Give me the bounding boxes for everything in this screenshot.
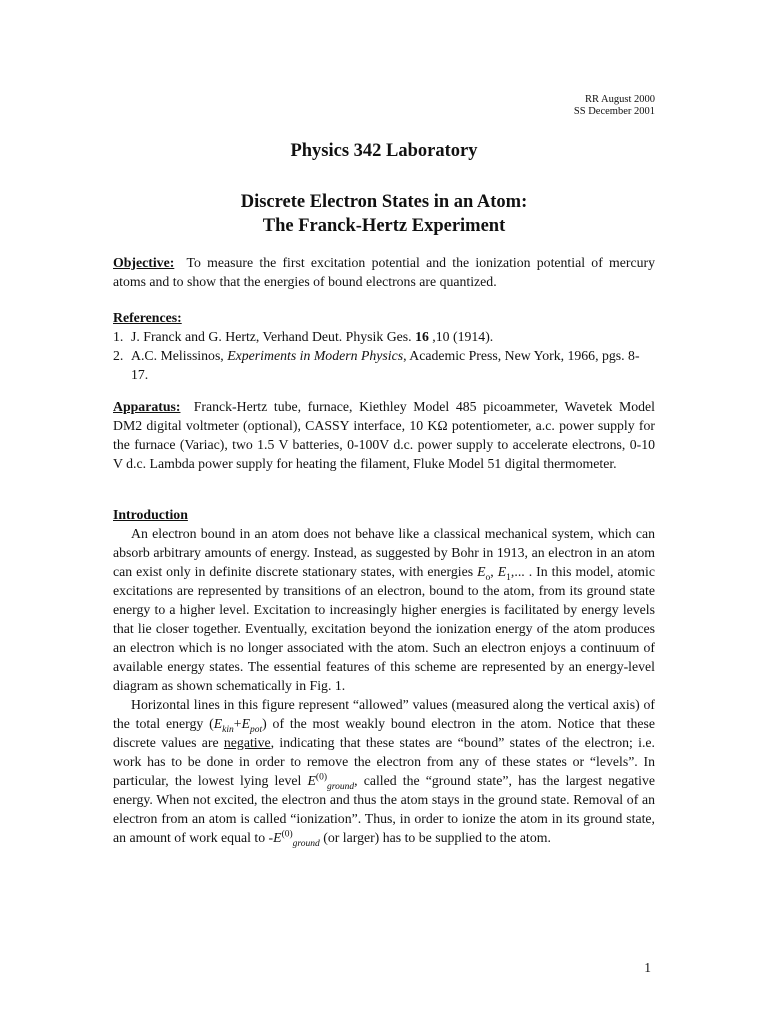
paragraph-text: , called the “ground state”, has the largest negative energy. When not excited, the electron and thus the atom stays in the ground state. Removal of an electron from an atom is called “ionization”. Thus, in order to ionize the atom in its ground state, an amount of work equal to - bbox=[113, 773, 655, 845]
introduction-paragraph-1 bbox=[113, 524, 655, 695]
paragraph-text: Horizontal lines in this figure represent “allowed” values (measured along the vertical axis) of the total energy ( bbox=[113, 697, 655, 731]
paper-title-line-2: The Franck-Hertz Experiment bbox=[262, 216, 506, 236]
reference-volume: 16 bbox=[415, 329, 429, 344]
references-label: References: bbox=[113, 310, 182, 325]
reference-text: A.C. Melissinos, bbox=[131, 348, 228, 363]
energy-symbol: E bbox=[307, 773, 316, 788]
energy-subscript: o bbox=[485, 572, 491, 583]
energy-symbol: E bbox=[213, 716, 223, 731]
paper-title-line-1: Discrete Electron States in an Atom: bbox=[240, 192, 528, 212]
apparatus-label: Apparatus: bbox=[113, 399, 181, 414]
paragraph-text: , indicating that these states are “bound” states of the electron; i.e. work has to be done in order to remove the electron from any of these states or “levels”. In particular, the lowest lying level bbox=[113, 735, 655, 788]
reference-text-end: , Academic Press, New York, 1966, pgs. 8-17. bbox=[131, 348, 640, 382]
paragraph-text: ,... . In this model, atomic excitations are represented by transitions of an electron, bound to the atom, from its ground state energy to a higher level. Excitation to increasingly higher energies is facilitated by energy levels that lie closer together. Eventually, excitation beyond the ionization energy of the atom produces an electron which is no longer associated with the atom. Such an electron enjoys a continuum of available energy states. The essential features of this scheme are represented by an energy-level diagram as shown schematically in Fig. 1. bbox=[113, 564, 655, 693]
energy-superscript: (0) bbox=[281, 829, 293, 840]
references-section bbox=[113, 308, 655, 384]
page-number: 1 bbox=[644, 960, 651, 975]
energy-subscript: ground bbox=[327, 781, 355, 792]
reference-text: J. Franck and G. Hertz, Verhand Deut. Physik Ges. bbox=[131, 329, 416, 344]
course-title: Physics 342 Laboratory bbox=[290, 141, 478, 161]
apparatus-text: Franck-Hertz tube, furnace, Kiethley Model 485 picoammeter, Wavetek Model DM2 digital voltmeter (optional), CASSY interface, 10 KΩ potentiometer, a.c. power supply for the furnace (Variac), two 1.5 V batteries, 0-100V d.c. power supply to accelerate electrons, 0-10 V d.c. Lambda power supply for heating the filament, Fluke Model 51 digital thermometer. bbox=[113, 399, 655, 471]
paragraph-text: ) of the most weakly bound electron in the atom. Notice that these discrete values are bbox=[113, 716, 655, 750]
objective-label: Objective: bbox=[113, 255, 175, 270]
paragraph-text: , bbox=[490, 564, 494, 579]
reference-item bbox=[113, 327, 655, 346]
reference-text-end: ,10 (1914). bbox=[428, 329, 494, 344]
paragraph-text: + bbox=[233, 716, 242, 731]
revision-line-1: RR August 2000 bbox=[584, 94, 655, 105]
revision-note bbox=[574, 94, 655, 118]
introduction-label: Introduction bbox=[113, 507, 188, 522]
apparatus-section bbox=[113, 397, 655, 473]
emphasized-word: negative bbox=[223, 735, 271, 750]
paper-title bbox=[0, 190, 768, 238]
energy-subscript: kin bbox=[222, 724, 234, 735]
references-list bbox=[113, 327, 655, 384]
reference-number: 1. bbox=[113, 329, 124, 344]
energy-symbol: E bbox=[477, 564, 486, 579]
energy-symbol: E bbox=[241, 716, 250, 731]
energy-subscript: pot bbox=[250, 724, 263, 735]
objective-section bbox=[113, 253, 655, 291]
introduction-section bbox=[113, 505, 655, 847]
introduction-paragraph-2 bbox=[113, 695, 655, 847]
reference-item bbox=[113, 346, 655, 384]
energy-symbol: E bbox=[273, 830, 282, 845]
energy-symbol: E bbox=[497, 564, 507, 579]
objective-text: To measure the first excitation potential and the ionization potential of mercury atoms and to show that the energies of bound electrons are quantized. bbox=[113, 255, 655, 289]
paragraph-text: An electron bound in an atom does not behave like a classical mechanical system, which can absorb arbitrary amounts of energy. Instead, as suggested by Bohr in 1913, an electron in an atom can exist only in definite discrete stationary states, with energies bbox=[113, 526, 655, 579]
reference-number: 2. bbox=[113, 348, 124, 363]
energy-subscript: ground bbox=[292, 838, 320, 849]
paragraph-text: (or larger) has to be supplied to the atom. bbox=[319, 830, 551, 845]
energy-subscript: 1 bbox=[506, 572, 511, 583]
revision-line-2: SS December 2001 bbox=[573, 106, 655, 117]
energy-superscript: (0) bbox=[315, 772, 327, 783]
reference-book-title: Experiments in Modern Physics bbox=[227, 348, 404, 363]
